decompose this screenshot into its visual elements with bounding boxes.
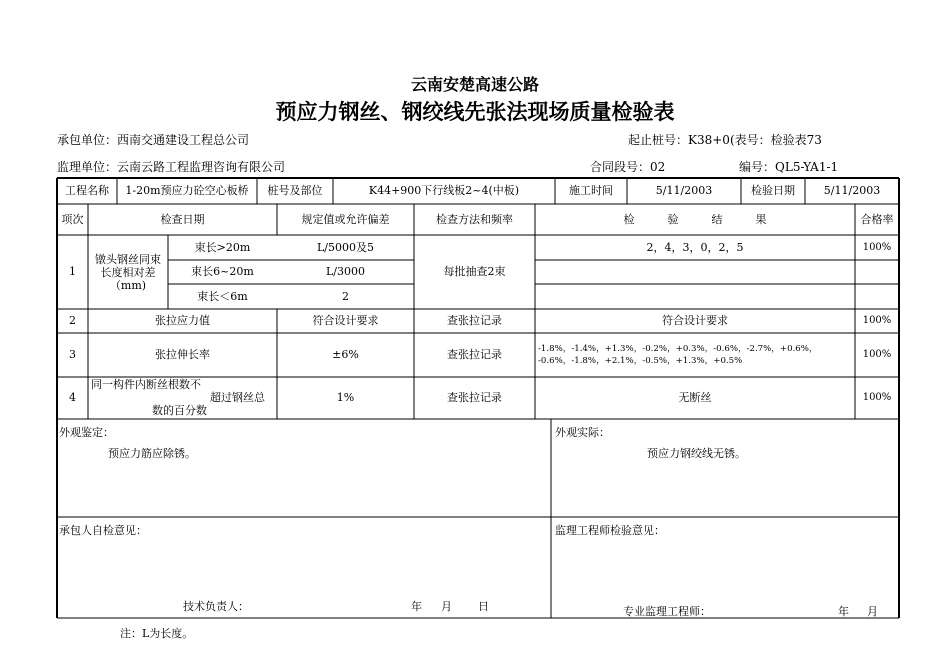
- row4-item-line2: 超过钢丝总: [210, 391, 265, 404]
- row4-method: 查张拉记录: [447, 391, 502, 404]
- form-value: 检验表73: [770, 133, 822, 147]
- row3-result-line1: -1.8%，-1.4%，+1.3%，-0.2%，+0.3%，-0.6%，-2.7%，+0.6%，: [538, 344, 818, 354]
- pile-label: 起止桩号：: [628, 133, 689, 147]
- supervising-engineer-label: 专业监理工程师：: [623, 605, 711, 618]
- page-title: 预应力钢丝、钢绞线先张法现场质量检验表: [275, 100, 675, 124]
- pile-value: K38+0(: [688, 133, 735, 147]
- row2-spec: 符合设计要求: [312, 314, 379, 327]
- code-value: QL5-YA1-1: [775, 160, 839, 174]
- row2-item: 张拉应力值: [155, 314, 210, 327]
- inspect-date-value-cell: 5/11/2003: [823, 184, 881, 197]
- contractor-value: 西南交通建设工程总公司: [117, 133, 250, 147]
- construct-time-value-cell: 5/11/2003: [655, 184, 713, 197]
- contractor-label: 承包单位：: [57, 133, 118, 147]
- contract-value: 02: [650, 160, 666, 174]
- appearance-eval-text: 预应力筋应除锈。: [108, 447, 196, 460]
- supervisor-opinion-label: 监理工程师检验意见：: [555, 524, 665, 537]
- location-value-cell: K44+900下行线板2~4(中板): [368, 184, 520, 197]
- row3-rate: 100%: [862, 349, 892, 360]
- code-label: 编号：: [739, 160, 776, 174]
- col-header-rate: 合格率: [860, 213, 894, 226]
- col-header-item: 检查日期: [160, 213, 205, 226]
- row1b-spec: L/3000: [325, 265, 365, 278]
- col-header-method: 检查方法和频率: [436, 213, 513, 226]
- row2-no: 2: [69, 314, 76, 327]
- row3-spec: ±6%: [332, 348, 359, 361]
- inspect-date-label-cell: 检验日期: [751, 184, 795, 197]
- row3-no: 3: [69, 348, 76, 361]
- col-header-no: 项次: [61, 213, 84, 226]
- date-month-2: 月: [867, 605, 878, 618]
- row1a-result: 2，4，3，0，2，5: [646, 241, 744, 254]
- page-subtitle: 云南安楚高速公路: [410, 75, 539, 94]
- row4-item-line1: 同一构件内断丝根数不: [91, 378, 201, 391]
- row4-rate: 100%: [862, 392, 892, 403]
- row4-item-line3: 数的百分数: [152, 404, 207, 417]
- row1-no: 1: [69, 265, 76, 278]
- row3-method: 查张拉记录: [447, 348, 502, 361]
- date-day: 日: [478, 600, 489, 613]
- row3-item: 张拉伸长率: [155, 348, 210, 361]
- row4-no: 4: [69, 391, 76, 404]
- footnote: 注：L为长度。: [120, 627, 194, 640]
- construct-time-label-cell: 施工时间: [569, 184, 613, 197]
- row1b-cond: 束长6~20m: [191, 265, 254, 278]
- form-label: 表号：: [734, 133, 771, 147]
- appearance-actual-label: 外观实际：: [555, 426, 610, 439]
- project-value-cell: 1-20m预应力砼空心板桥: [125, 184, 249, 197]
- appearance-eval-label: 外观鉴定：: [59, 426, 114, 439]
- row4-result: 无断丝: [678, 391, 712, 404]
- row1a-cond: 束长>20m: [194, 241, 251, 254]
- location-label-cell: 桩号及部位: [267, 184, 323, 197]
- supervisor-value: 云南云路工程监理咨询有限公司: [117, 160, 286, 174]
- date-year: 年: [411, 600, 422, 613]
- tech-lead-label: 技术负责人：: [183, 600, 249, 613]
- self-check-label: 承包人自检意见：: [59, 524, 147, 537]
- row1a-spec: L/5000及5: [316, 241, 374, 254]
- col-header-spec: 规定值或允许偏差: [301, 213, 390, 226]
- supervisor-label: 监理单位：: [57, 160, 118, 174]
- row2-rate: 100%: [862, 315, 892, 326]
- row1-item: 镦头钢丝同束长度相对差（mm): [95, 253, 161, 292]
- row3-result-line2: -0.6%，-1.8%，+2.1%，-0.5%，+1.3%，+0.5%: [538, 356, 743, 366]
- row4-spec: 1%: [336, 391, 355, 404]
- row2-result: 符合设计要求: [662, 314, 728, 327]
- row1c-spec: 2: [342, 290, 349, 303]
- col-header-result: 检 验 结 果: [623, 213, 767, 226]
- project-label-cell: 工程名称: [65, 184, 109, 197]
- row1-method: 每批抽查2束: [443, 265, 506, 278]
- appearance-actual-text: 预应力钢绞线无锈。: [647, 447, 746, 460]
- date-year-2: 年: [838, 605, 849, 618]
- row1c-cond: 束长＜6m: [197, 290, 248, 303]
- contract-label: 合同段号：: [590, 160, 651, 174]
- row2-method: 查张拉记录: [447, 314, 502, 327]
- row1a-rate: 100%: [862, 242, 892, 253]
- date-month: 月: [441, 600, 452, 613]
